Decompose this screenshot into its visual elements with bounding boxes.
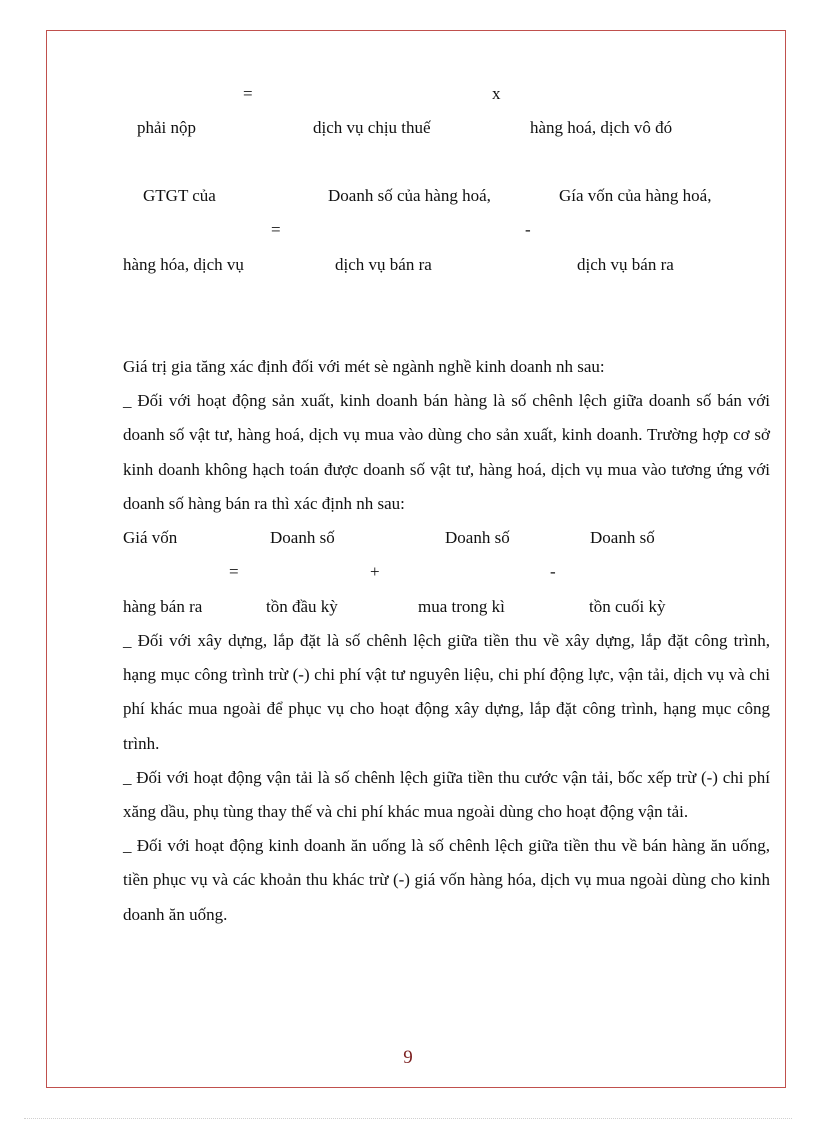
formula-2-minus: - xyxy=(525,220,531,239)
paragraph: _ Đối với hoạt động sản xuất, kinh doanh bán hàng là số chênh lệch giữa doanh số bán với doanh số vật tư, hàng hoá, dịch vụ mua vào dùng cho sản xuất, kinh doanh. Trường hợp cơ sở kinh doanh không hạch toán được doanh số vật tư, hàng hoá, dịch vụ mua vào tương ứng với doanh số hàng bán ra thì xác định nh sau: xyxy=(123,391,770,513)
formula-2-left-top: GTGT của xyxy=(143,186,216,205)
formula-1-left: phải nộp xyxy=(137,118,197,137)
formula-3-c-top: Doanh số xyxy=(445,528,510,547)
formula-2-left-bottom: hàng hóa, dịch vụ xyxy=(123,255,244,274)
formula-3-minus: - xyxy=(550,562,556,581)
formula-3-plus: + xyxy=(370,562,380,581)
formula-2-mid-top: Doanh số của hàng hoá, xyxy=(328,186,491,205)
formula-1-times: x xyxy=(492,84,501,103)
formula-3-d-bottom: tồn cuối kỳ xyxy=(589,597,666,616)
formula-2-mid-bottom: dịch vụ bán ra xyxy=(335,255,432,274)
bottom-divider xyxy=(24,1118,792,1119)
formula-1-right: hàng hoá, dịch vô đó xyxy=(530,118,673,137)
body-text-2 xyxy=(123,624,770,932)
formula-3-c-bottom: mua trong kì xyxy=(418,597,505,616)
paragraph: _ Đối với xây dựng, lắp đặt là số chênh lệch giữa tiền thu về xây dựng, lắp đặt công trình, hạng mục công trình trừ (-) chi phí vật tư nguyên liệu, chi phí động lực, vận tải, dịch vụ và chi phí khác mua ngoài để phục vụ cho hoạt động xây dựng, lắp đặt công trình, hạng mục công trình. xyxy=(123,631,770,753)
body-text-1 xyxy=(123,350,770,521)
paragraph: Giá trị gia tăng xác định đối với mét sè ngành nghề kinh doanh nh sau: xyxy=(123,357,605,376)
formula-1-mid: dịch vụ chịu thuế xyxy=(313,118,431,137)
formula-3-b-bottom: tồn đầu kỳ xyxy=(266,597,338,616)
formula-2-right-bottom: dịch vụ bán ra xyxy=(577,255,674,274)
formula-2-equals: = xyxy=(271,220,281,239)
formula-3-d-top: Doanh số xyxy=(590,528,655,547)
formula-3-a-bottom: hàng bán ra xyxy=(123,597,203,616)
formula-1-equals: = xyxy=(243,84,253,103)
formula-3-equals: = xyxy=(229,562,239,581)
formula-3-a-top: Giá vốn xyxy=(123,528,178,547)
paragraph: _ Đối với hoạt động vận tải là số chênh lệch giữa tiền thu cước vận tải, bốc xếp trừ (-) chi phí xăng dầu, phụ tùng thay thế và chi phí khác mua ngoài dùng cho hoạt động vận tải. xyxy=(123,767,770,822)
page-number: 9 xyxy=(403,1047,413,1068)
paragraph: _ Đối với hoạt động kinh doanh ăn uống là số chênh lệch giữa tiền thu về bán hàng ăn uống, tiền phục vụ và các khoản thu khác trừ (-) giá vốn hàng hóa, dịch vụ mua ngoài dùng cho kinh doanh ăn uống. xyxy=(123,836,770,924)
formula-2-right-top: Gía vốn của hàng hoá, xyxy=(559,186,712,205)
formula-3-b-top: Doanh số xyxy=(270,528,335,547)
